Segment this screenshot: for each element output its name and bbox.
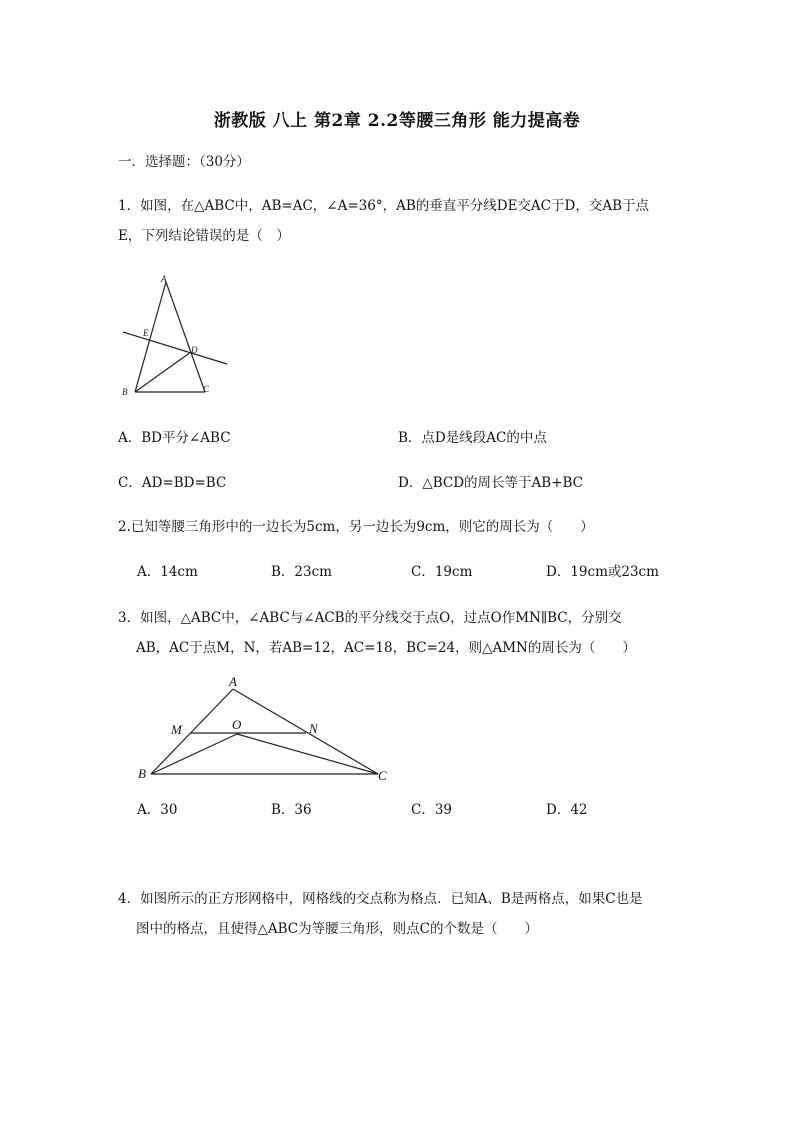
q1-line-DE	[123, 332, 227, 364]
q1-text-line2: E，下列结论错误的是（ ）	[118, 228, 290, 244]
q4-text-line1: 4．如图所示的正方形网格中，网格线的交点称为格点．已知A、B是两格点，如果C也是	[118, 891, 643, 907]
q3-label-n: N	[309, 721, 318, 736]
section-heading: 一．选择题：（30分）	[118, 154, 250, 170]
q3-figure	[133, 672, 393, 787]
q1-label-c: C	[203, 384, 210, 394]
q1-option-b: B．点D是线段AC的中点	[398, 430, 547, 446]
q1-text-line1: 1．如图，在△ABC中，AB=AC，∠A=36°，AB的垂直平分线DE交AC于D，交AB于点	[118, 198, 650, 214]
q3-label-o: O	[232, 717, 242, 732]
q3-text-line1: 3．如图，△ABC中，∠ABC与∠ACB的平分线交于点O，过点O作MN∥BC，分别交	[118, 610, 622, 626]
q3-side-AB	[151, 689, 233, 774]
q1-label-a: A	[161, 274, 167, 284]
q3-option-b: B．36	[271, 802, 312, 818]
q2-option-c: C．19cm	[411, 564, 473, 580]
q3-option-a: A．30	[137, 802, 178, 818]
q3-line-BO	[151, 734, 237, 774]
q3-label-c: C	[378, 768, 387, 783]
q1-option-d: D．△BCD的周长等于AB+BC	[398, 475, 584, 491]
q3-side-AC	[233, 689, 378, 774]
q1-option-c: C．AD=BD=BC	[118, 475, 227, 491]
q3-line-CO	[237, 734, 378, 774]
q2-text-line1: 2.已知等腰三角形中的一边长为5cm，另一边长为9cm，则它的周长为（ ）	[118, 519, 594, 535]
q4-text-line2: 图中的格点，且使得△ABC为等腰三角形，则点C的个数是（ ）	[136, 921, 538, 937]
q3-label-b: B	[138, 766, 146, 781]
q1-figure	[115, 272, 235, 402]
q1-side-AC	[166, 282, 205, 392]
q2-option-d: D．19cm或23cm	[546, 564, 659, 580]
q3-text-line2: AB，AC于点M，N，若AB=12，AC=18，BC=24，则△AMN的周长为（ ）	[136, 640, 636, 656]
q2-option-a: A．14cm	[137, 564, 198, 580]
q3-label-m: M	[171, 722, 182, 737]
q3-option-d: D．42	[546, 802, 588, 818]
q1-option-a: A．BD平分∠ABC	[118, 430, 231, 446]
q3-option-c: C．39	[411, 802, 453, 818]
q1-line-BD	[135, 352, 191, 392]
q3-label-a: A	[229, 674, 237, 689]
page-title: 浙教版 八上 第2章 2.2等腰三角形 能力提高卷	[213, 111, 581, 131]
q1-label-b: B	[122, 387, 128, 397]
q2-option-b: B．23cm	[271, 564, 332, 580]
q1-label-e: E	[143, 328, 149, 338]
q1-label-d: D	[191, 345, 198, 355]
